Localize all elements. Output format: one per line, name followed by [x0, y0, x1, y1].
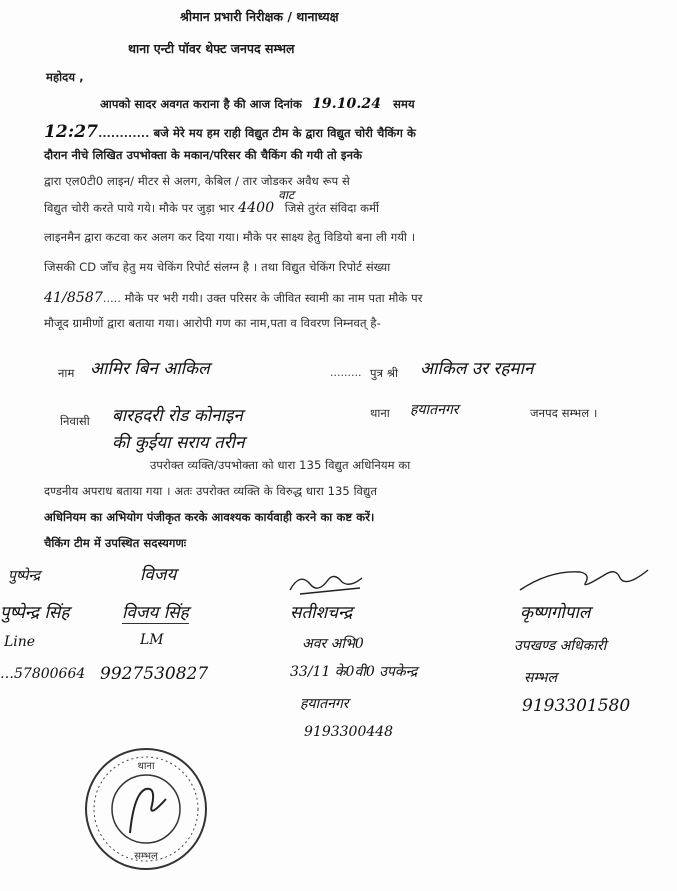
police-station: हयातनगर	[410, 402, 459, 418]
accused-name: आमिर बिन आकिल	[90, 359, 210, 379]
address-line-1: बारहदरी रोड कोनाइन	[112, 406, 243, 426]
member4-place: सम्भल	[524, 670, 557, 686]
name-dots: .........	[330, 366, 362, 379]
member2-designation: LM	[140, 632, 164, 648]
team-label: चैकिंग टीम में उपस्थित सदस्यगणः	[44, 536, 187, 550]
time-label: समय	[393, 97, 415, 111]
member3-name: सतीशचन्द्र	[290, 603, 353, 623]
body-line-6: लाइनमैन द्वारा कटवा कर अलग कर दिया गया। मौके पर साक्ष्य हेतु विडियो बना ली गयी ।	[44, 230, 416, 244]
inspection-time: 12:27	[44, 122, 99, 142]
official-seal-stamp	[82, 745, 210, 873]
police-station-label: थाना	[370, 406, 390, 420]
seal-text-top: थाना	[137, 761, 155, 772]
father-name: आकिल उर रहमान	[420, 359, 534, 379]
member1-designation: Line	[4, 634, 36, 650]
addressee-line-2: थाना एन्टी पॉवर थेफ्ट जनपद सम्भल	[128, 41, 295, 56]
body-line-7: जिसकी CD जाँच हेतु मय चेकिंग रिपोर्ट संलग्न है । तथा विद्युत चेकिंग रिपोर्ट संख्या	[44, 260, 391, 274]
closing-line-1: उपरोक्त व्यक्ति/उपभोक्ता को धारा 135 विद्युत अधिनियम का	[150, 458, 411, 472]
body-line-9: मौजूद ग्रामीणों द्वारा बताया गया। आरोपी गण का नाम,पता व विवरण निम्नवत् है-	[44, 316, 381, 330]
closing-line-2: दण्डनीय अपराध बताया गया । अतः उपरोक्त व्यक्ति के विरुद्ध धारा 135 विद्युत	[44, 484, 378, 498]
member3-office: 33/11 के0वी0 उपकेन्द्र	[290, 664, 418, 680]
member4-name: कृष्णगोपाल	[520, 603, 591, 623]
member1-name: पुष्पेन्द्र सिंह	[0, 603, 70, 623]
body-line-8-text: मौके पर भरी गयी। उक्त परिसर के जीवित स्वामी का नाम पता मौके पर	[124, 291, 423, 305]
body-line-5-text: विद्युत चोरी करते पाये गये। मौके पर जुड़ा भार	[44, 201, 235, 215]
member4-phone: 9193301580	[522, 696, 631, 716]
closing-line-3: अधिनियम का अभियोग पंजीकृत करके आवश्यक कार्यवाही करने का कष्ट करें।	[44, 510, 375, 524]
member3-designation: अवर अभि0	[302, 636, 364, 652]
body-line-1-text: आपको सादर अवगत कराना है की आज दिनांक	[100, 97, 302, 111]
body-line-8: 41/8587..... मौके पर भरी गयी। उक्त परिसर के जीवित स्वामी का नाम पता मौके पर	[44, 290, 423, 306]
member2-signature: विजय	[140, 565, 177, 585]
connected-load-unit: वाट	[278, 188, 295, 202]
addressee-line-1: श्रीमान प्रभारी निरीक्षक / थानाध्यक्ष	[180, 9, 339, 24]
member1-phone: …57800664	[0, 666, 86, 682]
salutation: महोदय ,	[46, 70, 84, 84]
member1-signature: पुष्पेन्द्र	[8, 568, 41, 584]
member4-designation: उपखण्ड अधिकारी	[514, 638, 607, 654]
inspection-date: 19.10.24	[312, 96, 382, 112]
accused-name-label: नाम	[58, 366, 75, 380]
checking-report-number: 41/8587	[44, 290, 103, 306]
member2-name: विजय सिंह	[122, 600, 189, 624]
body-line-4: द्वारा एल0टी0 लाइन/ मीटर से अलग, केबिल / तार जोडकर अवैध रूप से	[44, 174, 350, 188]
connected-load-value: 4400	[238, 200, 275, 216]
address-label: निवासी	[60, 414, 90, 428]
member3-place: हयातनगर	[300, 696, 349, 712]
district-label: जनपद सम्भल ।	[530, 406, 598, 420]
body-line-5-tail: जिसे तुरंत संविदा कर्मी	[284, 201, 380, 215]
body-line-2: 12:27............ बजे मेरे मय हम राही विद्युत टीम के द्वारा विद्युत चोरी चैकिंग के	[44, 122, 416, 142]
body-line-2-text: बजे मेरे मय हम राही विद्युत टीम के द्वारा विद्युत चोरी चैकिंग के	[153, 126, 416, 140]
body-line-3: दौरान नीचे लिखित उपभोक्ता के मकान/परिसर की चैकिंग की गयी तो इनके	[44, 148, 363, 162]
address-line-2: की कुईया सराय तरीन	[112, 433, 245, 453]
member2-phone: 9927530827	[100, 664, 209, 684]
father-label: पुत्र श्री	[370, 366, 399, 380]
seal-text-bottom: सम्भल	[134, 851, 158, 862]
member3-phone: 9193300448	[304, 724, 394, 740]
